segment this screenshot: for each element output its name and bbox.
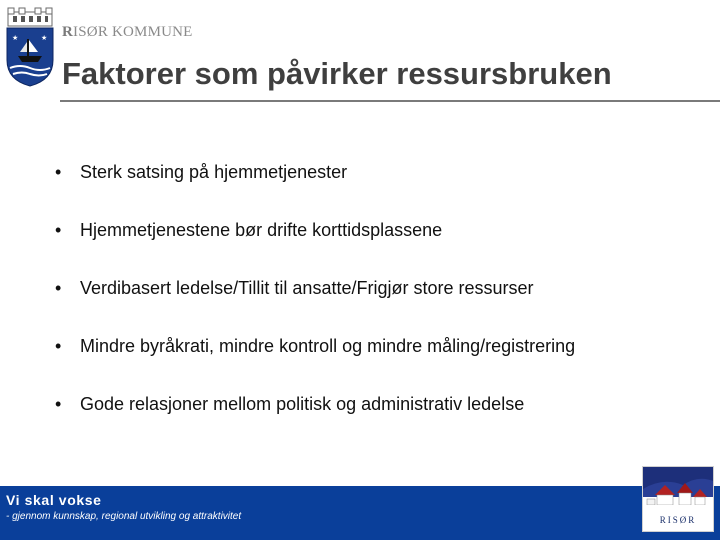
title-divider — [60, 100, 720, 102]
footer-bar — [0, 486, 720, 540]
town-logo-icon — [643, 467, 713, 515]
svg-text:★: ★ — [41, 35, 48, 42]
bullet-symbol: • — [55, 336, 62, 356]
bullet-symbol: • — [55, 394, 62, 414]
slide-title: Faktorer som påvirker ressursbruken — [62, 56, 612, 91]
logo-wordmark: RISØR — [659, 515, 697, 525]
bullet-symbol: • — [55, 220, 62, 240]
bullet-item: • Verdibasert ledelse/Tillit til ansatte/Frigjør store ressurser — [55, 274, 575, 332]
coat-of-arms-icon — [4, 6, 56, 88]
bullet-symbol: • — [55, 162, 62, 182]
footer-tagline: - gjennom kunnskap, regional utvikling og attraktivitet — [6, 511, 242, 522]
bullet-item: • Hjemmetjenestene bør drifte korttidsplassene — [55, 216, 575, 274]
footer-slogan: Vi skal vokse — [6, 492, 102, 508]
town-logo — [642, 466, 714, 532]
organization-name: RISØR KOMMUNE — [62, 24, 193, 40]
svg-text:★: ★ — [12, 35, 19, 42]
bullet-item: • Sterk satsing på hjemmetjenester — [55, 158, 575, 216]
bullet-symbol: • — [55, 278, 62, 298]
bullet-item: • Gode relasjoner mellom politisk og administrativ ledelse — [55, 390, 575, 448]
bullet-list — [55, 158, 575, 448]
bullet-item: • Mindre byråkrati, mindre kontroll og mindre måling/registrering — [55, 332, 575, 390]
